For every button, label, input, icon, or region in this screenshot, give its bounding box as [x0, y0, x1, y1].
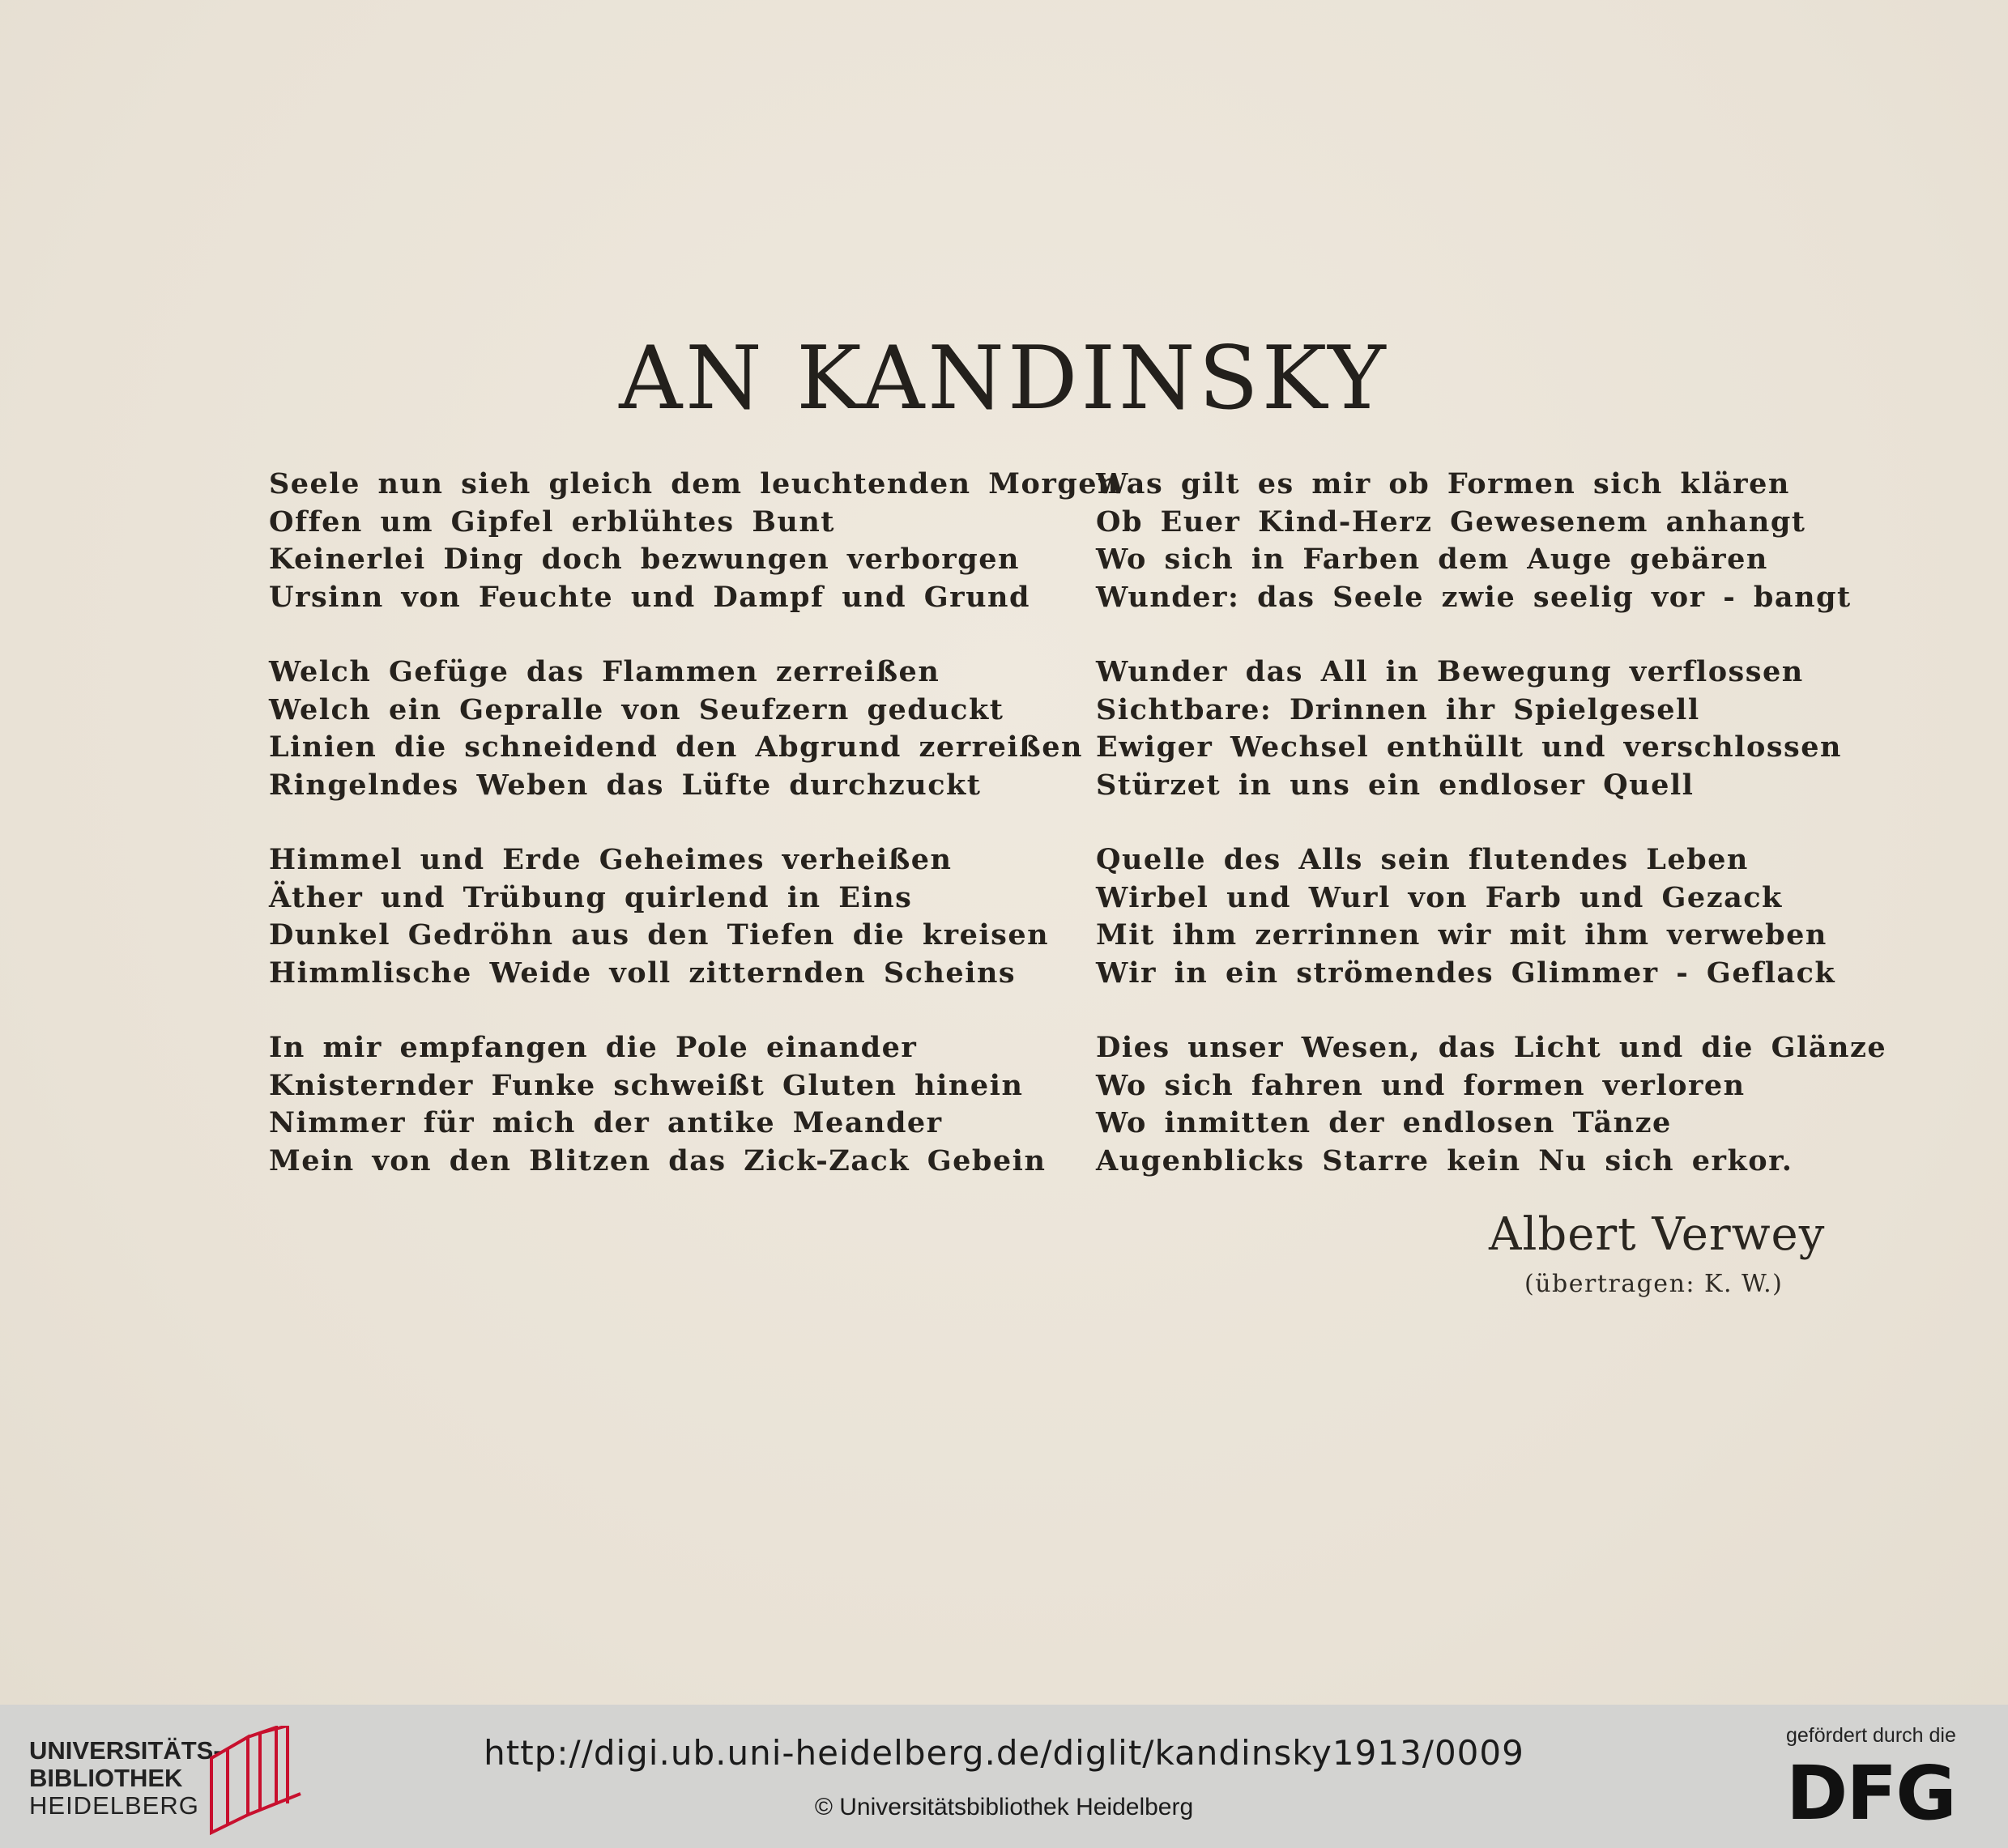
poem-line: Welch ein Gepralle von Seufzern geduckt	[269, 692, 1004, 726]
dfg-funding-logo[interactable]	[1786, 1724, 1989, 1837]
copyright-notice: © Universitätsbibliothek Heidelberg	[814, 1794, 1194, 1820]
poem-line: Mit ihm zerrinnen wir mit ihm verweben	[1096, 918, 1827, 952]
poem-line: Welch Gefüge das Flammen zerreißen	[269, 655, 940, 688]
poem-translator: (übertragen: K. W.)	[1524, 1270, 1784, 1298]
ub-logo-line: HEIDELBERG	[29, 1791, 199, 1820]
poem-line: Sichtbare: Drinnen ihr Spielgesell	[1096, 692, 1700, 726]
poem-line: Wunder: das Seele zwie seelig vor - bangt	[1096, 580, 1852, 614]
stanza	[269, 654, 1119, 804]
poem-line: Keinerlei Ding doch bezwungen verborgen	[269, 543, 1020, 576]
poem-line: Knisternder Funke schweißt Gluten hinein	[269, 1068, 1024, 1102]
ub-logo-line: UNIVERSITÄTS-	[29, 1736, 222, 1765]
poem-line: Ob Euer Kind-Herz Gewesenem anhangt	[1096, 505, 1806, 539]
stanza	[1096, 654, 1886, 804]
poem-line: Ursinn von Feuchte und Dampf und Grund	[269, 580, 1030, 614]
poem-right-column	[1096, 466, 1886, 1217]
poem-line: Wirbel und Wurl von Farb und Gezack	[1096, 880, 1783, 914]
poem-line: Linien die schneidend den Abgrund zerreißen	[269, 730, 1083, 764]
poem-author: Albert Verwey	[1489, 1208, 1826, 1261]
poem-line: Wo inmitten der endlosen Tänze	[1096, 1106, 1672, 1139]
poem-line: Augenblicks Starre kein Nu sich erkor.	[1096, 1143, 1793, 1177]
poem-line: Äther und Trübung quirlend in Eins	[269, 880, 913, 914]
stanza	[269, 466, 1119, 616]
poem-line: Himmlische Weide voll zitternden Scheins	[269, 956, 1017, 990]
poem-line: Himmel und Erde Geheimes verheißen	[269, 843, 953, 876]
stanza	[269, 841, 1119, 992]
stanza	[1096, 1029, 1886, 1180]
stanza	[269, 1029, 1119, 1180]
stanza	[1096, 841, 1886, 992]
poem-line: Offen um Gipfel erblühtes Bunt	[269, 505, 835, 539]
poem-title: AN KANDINSKY	[619, 328, 1389, 429]
poem-line: Wo sich fahren und formen verloren	[1096, 1068, 1746, 1102]
poem-left-column	[269, 466, 1119, 1217]
funding-caption: gefördert durch die	[1786, 1724, 1956, 1747]
poem-line: Quelle des Alls sein flutendes Leben	[1096, 843, 1749, 876]
poem-line: Mein von den Blitzen das Zick-Zack Gebein	[269, 1143, 1047, 1177]
poem-line: Wir in ein strömendes Glimmer - Geflack	[1096, 956, 1836, 990]
poem-line: Was gilt es mir ob Formen sich klären	[1096, 467, 1790, 500]
poem-line: Wunder das All in Bewegung verflossen	[1096, 655, 1804, 688]
poem-line: Dies unser Wesen, das Licht und die Glänze	[1096, 1031, 1887, 1064]
poem-line: Nimmer für mich der antike Meander	[269, 1106, 943, 1139]
poem-line: In mir empfangen die Pole einander	[269, 1031, 918, 1064]
footer-bar	[0, 1705, 2008, 1848]
poem-line: Ewiger Wechsel enthüllt und verschlossen	[1096, 730, 1842, 764]
stanza	[1096, 466, 1886, 616]
poem-line: Dunkel Gedröhn aus den Tiefen die kreisen	[269, 918, 1050, 952]
permalink-url[interactable]: http://digi.ub.uni-heidelberg.de/diglit/kandinsky1913/0009	[484, 1733, 1524, 1773]
ub-logo-line: BIBLIOTHEK	[29, 1764, 183, 1792]
poem-line: Stürzet in uns ein endloser Quell	[1096, 768, 1695, 802]
poem-line: Seele nun sieh gleich dem leuchtenden Morgen	[269, 467, 1119, 500]
dfg-logo-icon: DFG	[1786, 1750, 1955, 1837]
poem-line: Wo sich in Farben dem Auge gebären	[1096, 543, 1768, 576]
poem-line: Ringelndes Weben das Lüfte durchzuckt	[269, 768, 982, 802]
